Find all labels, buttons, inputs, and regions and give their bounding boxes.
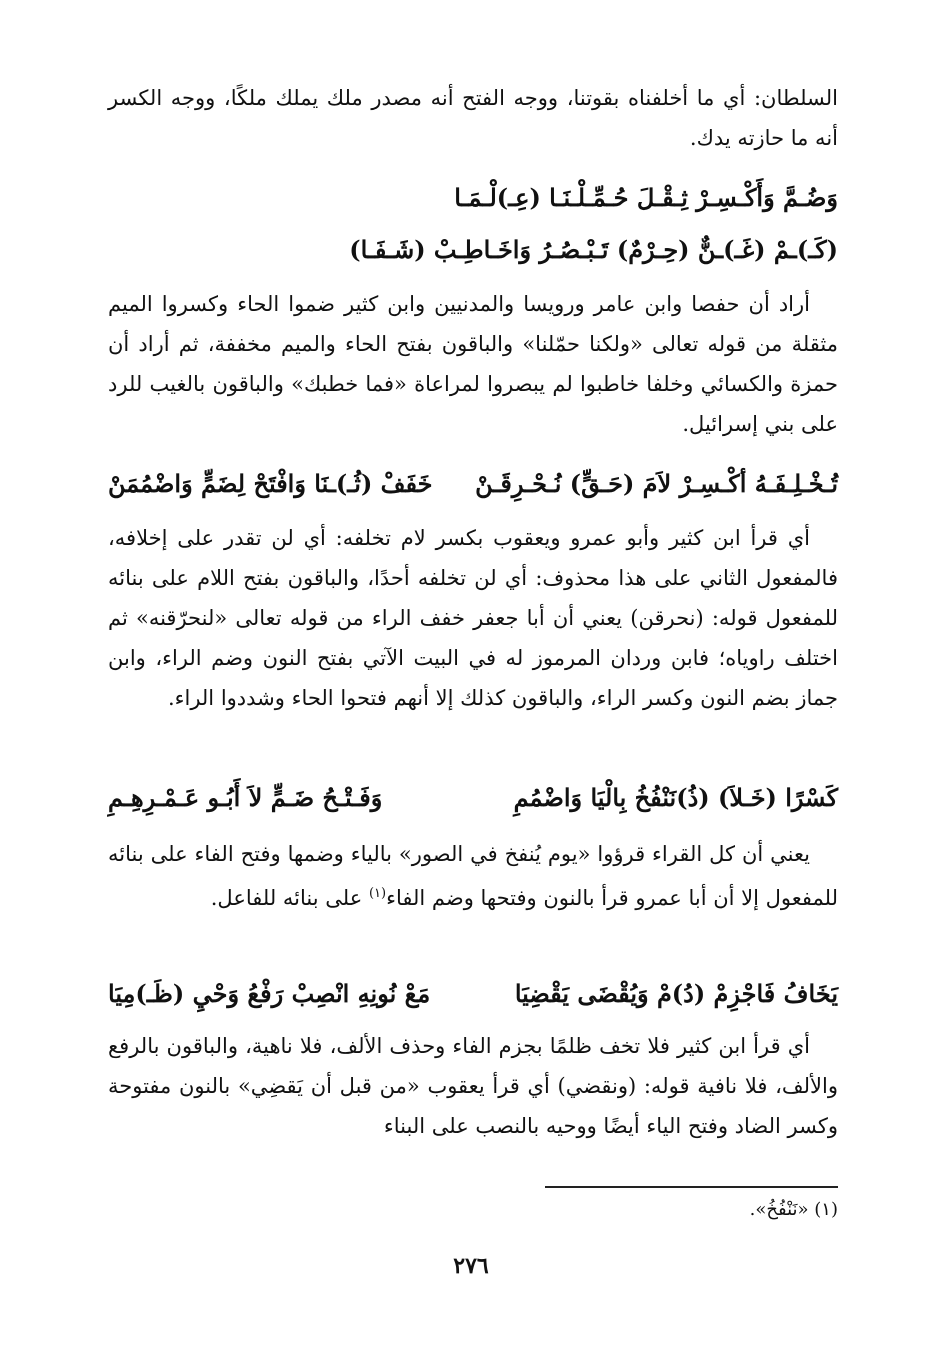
footnote-separator — [545, 1186, 838, 1188]
footnote-marker: (١) — [368, 886, 387, 901]
paragraph-4-text: يعني أن كل القراء قرؤوا «يوم يُنفخ في الصور» بالياء وضمها وفتح الفاء على بنائه للمفعول إلا أن أبا عمرو قرأ بالنون وفتحها وضم الفاء — [108, 842, 838, 910]
paragraph-4-tail: على بنائه للفاعل. — [210, 886, 363, 910]
paragraph-3: أي قرأ ابن كثير وأبو عمرو ويعقوب بكسر لام تخلفه: أي لن تقدر على إخلافه، فالمفعول الثاني على هذا محذوف: أي لن تخلفه أحدًا، والباقون بفتح اللام على بنائه للمفعول قوله: (نحرقن) يعني أن أبا جعفر خفف الراء من قوله تعالى «لنحرّقنه» ثم اختلف راوياه؛ فابن وردان المرموز له في البيت الآتي بفتح النون وضم الراء، وابن جماز بضم النون وكسر الراء، والباقون كذلك إلا أنهم فتحوا الحاء وشددوا الراء. — [108, 526, 838, 710]
footnote: (١) «نَنْفُخُ». — [749, 1199, 838, 1220]
verse-3-second-hemistich: خَفَفْ (ثُـ)ـنَا وَافْتَحْ لِضَمٍّ وَاضْمُمَنْ — [108, 469, 433, 498]
paragraph-4 — [108, 834, 838, 918]
verse-5 — [108, 972, 838, 1016]
verse-4-second-hemistich: وَفَـتْـحُ ضَـمٍّ لاَ أَبُـو عَـمْـرِهِـمِ — [108, 783, 383, 812]
paragraph-1: السلطان: أي ما أخلفناه بقوتنا، ووجه الفتح أنه مصدر ملك يملك ملكًا، ووجه الكسر أنه ما حازته يدك. — [108, 86, 838, 150]
verse-4 — [108, 776, 838, 820]
verse-5-first-hemistich: يَخَافُ فَاجْزِمْ (دُ)مْ وَيُقْضَى يَقْضِيَا — [514, 979, 838, 1008]
verse-2-hemistich: (كَـ)ـمْ (غَـ)ـنٌّ (حِـرْمٌ) تَـبْـصُـرُ وَاخَـاطِـبْ (شَـفَـا) — [349, 235, 838, 264]
paragraph-2: أراد أن حفصا وابن عامر ورويسا والمدنيين وابن كثير ضموا الحاء وكسروا الميم مثقلة من قوله تعالى «ولكنا حمّلنا» والباقون بفتح الحاء والميم مخففة، ثم أراد أن حمزة والكسائي وخلفا خاطبوا لم يبصروا لمراعاة «فما خطبك» والباقون بالغيب للرد على بني إسرائيل. — [108, 292, 838, 436]
verse-1-hemistich: وَضُـمَّ وَأَكْـسِـرْ ثِـقْـلَ حُـمِّـلْـنَـا (عِـ)لْـمَـا — [454, 183, 838, 212]
verse-5-second-hemistich: مَعْ نُونِهِ انْصِبْ رَفْعُ وَحْيِ (ظَـ)مِيَا — [108, 979, 431, 1008]
verse-2 — [108, 228, 838, 272]
verse-4-first-hemistich: كَسْرًا (خَـلاَ) (ذُ)نَنْفُخُ بِالْيَا وَاضْمُمِ — [513, 783, 838, 812]
paragraph-5: أي قرأ ابن كثير فلا تخف ظلمًا بجزم الفاء وحذف الألف، فلا ناهية، والباقون بالرفع والألف، فلا نافية قوله: (ونقضي) أي قرأ يعقوب «من قبل أن يَقضِي» بالنون مفتوحة وكسر الضاد وفتح الياء أيضًا ووحيه بالنصب على البناء — [108, 1034, 838, 1138]
verse-3 — [108, 462, 838, 506]
verse-1 — [108, 176, 838, 220]
verse-3-first-hemistich: تُـخْـلِـفَـهُ أكْـسِـرْ لاَمَ (حَـقٍّ) نُـحْـرِقَـنْ — [475, 469, 838, 498]
page-number: ٢٧٦ — [453, 1253, 489, 1279]
